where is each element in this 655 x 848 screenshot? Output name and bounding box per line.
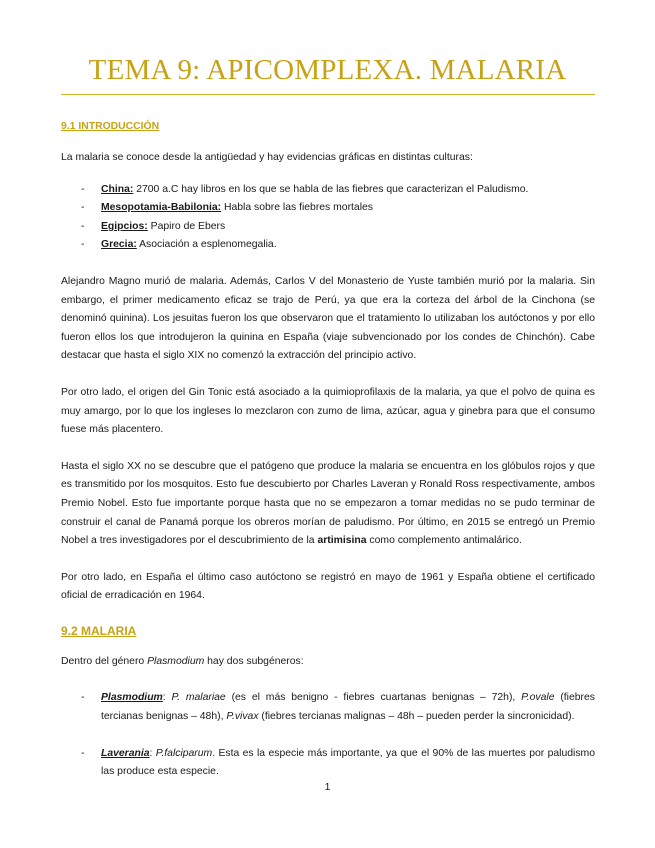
title-underline — [61, 94, 595, 95]
list-item: - Egipcios: Papiro de Ebers — [81, 220, 226, 232]
intro-paragraph: La malaria se conoce desde la antigüedad y hay evidencias gráficas en distintas culturas: — [61, 152, 473, 163]
paragraph-spain: Por otro lado, en España el último caso autóctono se registró en mayo de 1961 y España obtiene el certificado oficial de erradicación en 1964. — [61, 571, 595, 602]
document-body — [61, 118, 595, 782]
section-heading-introduccion: 9.1 INTRODUCCIÓN — [61, 121, 160, 132]
subgenera-intro: Dentro del género Plasmodium hay dos subgéneros: — [61, 655, 304, 667]
list-item-laverania: - Laverania: P.falciparum. Esta es la especie más importante, ya que el 90% de las muertes por paludismo las produce esta especie. — [81, 747, 595, 778]
cultures-list — [61, 181, 595, 255]
list-item: - Grecia: Asociación a esplenomegalia. — [81, 239, 277, 251]
paragraph-gin-tonic: Por otro lado, el origen del Gin Tonic está asociado a la quimioprofilaxis de la malaria, ya que el polvo de quina es muy amargo, por lo que los ingleses lo mezclaron con zumo de lima, azúcar, agua y ginebra para que el consumo fuese más placentero. — [61, 386, 595, 436]
list-item-plasmodium: - Plasmodium: P. malariae (es el más benigno - fiebres cuartanas benignas – 72h), P.ovale (fiebres tercianas benignas – 48h), P.vivax (fiebres tercianas malignas – 48h – pueden perder la sincronicidad). — [81, 692, 595, 723]
list-item: - Mesopotamia-Babilonia: Habla sobre las fiebres mortales — [81, 202, 373, 214]
page-number: 1 — [324, 782, 331, 793]
paragraph-history: Alejandro Magno murió de malaria. Además, Carlos V del Monasterio de Yuste también murió por la malaria. Sin embargo, el primer medicamento eficaz se trajo de Perú, ya que era la corteza del árbol de la Cinchona (se denominó quinina). Los jesuitas fueron los que observaron que el tratamiento lo utilizaban los autóctonos y por ello fueron ellos los que introdujeron la quinina en España (viaje subvencionado por los condes de Chinchón). Cabe destacar que hasta el siglo XIX no comenzó la extracción del principio activo. — [61, 275, 595, 362]
subgenera-list — [61, 689, 595, 781]
section-heading-malaria: 9.2 MALARIA — [61, 623, 137, 638]
paragraph-discovery: Hasta el siglo XX no se descubre que el patógeno que produce la malaria se encuentra en los glóbulos rojos y que es transmitido por los mosquitos. Esto fue descubierto por Charles Laveran y Ronald Ross respectivamente, ambos Premio Nobel. Esto fue importante porque hasta que no se empezaron a tomar medidas no se pudo terminar de construir el canal de Panamá porque los obreros morían de paludismo. Por último, en 2015 se entregó un Premio Nobel a tres investigadores por el descubrimiento de la artimisina como complemento antimalárico. — [61, 460, 595, 547]
list-item: - China: 2700 a.C hay libros en los que se habla de las fiebres que caracterizan el Paludismo. — [81, 183, 529, 195]
document-title: TEMA 9: APICOMPLEXA. MALARIA — [88, 54, 567, 86]
